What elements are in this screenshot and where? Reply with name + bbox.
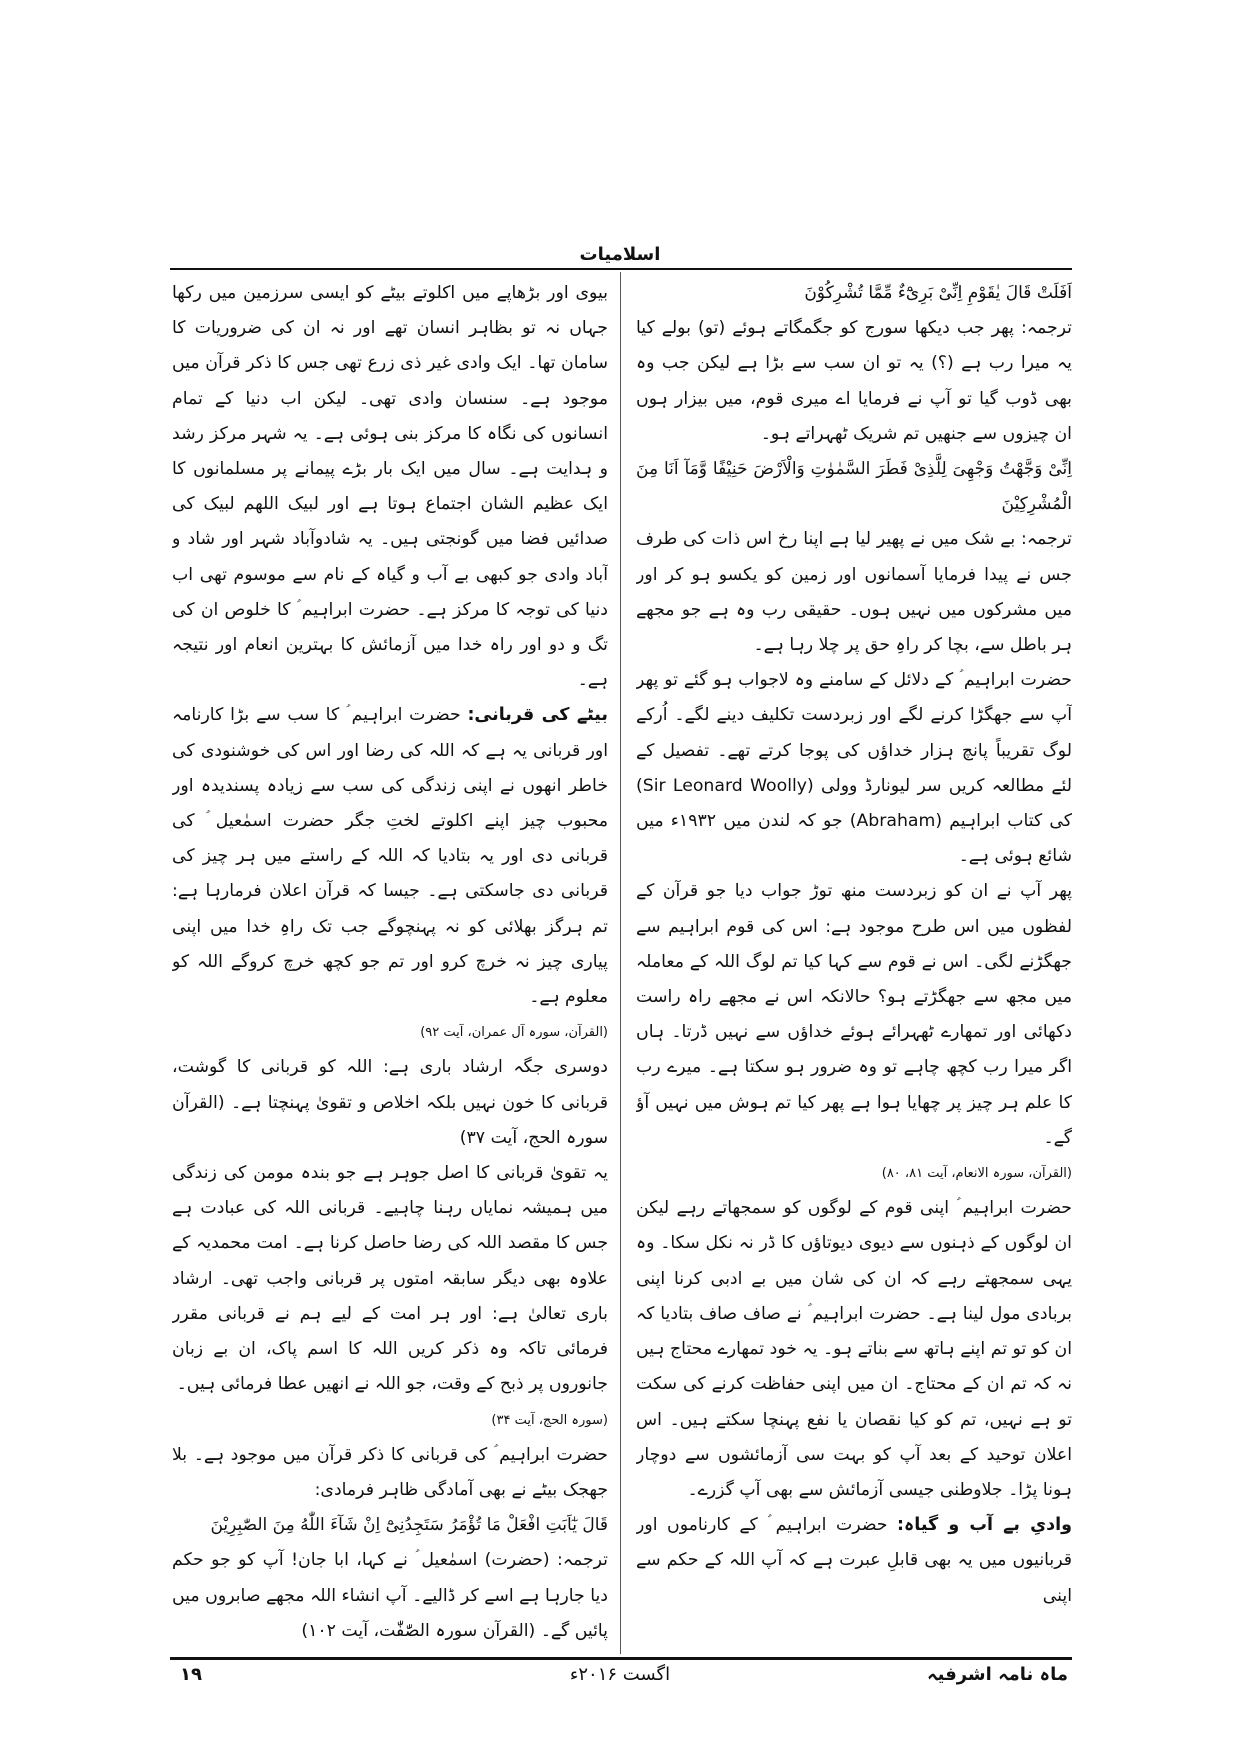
paragraph: ترجمہ: (حضرت) اسمٰعیل ؑ نے کہا، ابا جان! آپ کو جو حکم دیا جارہا ہے اسے کر ڈالیے۔ آپ انشاء اللہ مجھے صابروں میں پائیں گے۔ (القرآن سورہ الصّٰفّٰت، آیت ۱۰۲): [172, 1550, 608, 1641]
paragraph: [636, 1508, 1072, 1614]
paragraph: دوسری جگہ ارشاد باری ہے: اللہ کو قربانی کا گوشت، قربانی کا خون نہیں بلکہ اخلاص و تقویٰ پہنچتا ہے۔ (القرآن سورہ الحج، آیت ۳۷): [172, 1057, 608, 1148]
column-divider: [620, 272, 621, 1654]
paragraph: [172, 698, 608, 1015]
footer-rule: [170, 1657, 1072, 1660]
citation: (القرآن، سورہ الانعام، آیت ۸۱، ۸۰): [881, 1166, 1072, 1182]
paragraph: بیوی اور بڑھاپے میں اکلوتے بیٹے کو ایسی سرزمین میں رکھا جہاں نہ تو بظاہر انسان تھے اور نہ ان کی ضروریات کا سامان تھا۔ ایک وادی غیر ذی زرع تھی جس کا ذکر قرآن میں موجود ہے۔ سنسان وادی تھی۔ لیکن اب دنیا کے تمام انسانوں کی نگاہ کا مرکز بنی ہوئی ہے۔ یہ شہر مرکز رشد و ہدایت ہے۔ سال میں ایک بار بڑے پیمانے پر مسلمانوں کا ایک عظیم الشان اجتماع ہوتا ہے اور لبیک اللھم لبیک کی صدائیں فضا میں گونجتی ہیں۔ یہ شادوآباد شہر اور شاد و آباد وادی جو کبھی بے آب و گیاہ کے نام سے موسوم تھی اب دنیا کی توجہ کا مرکز ہے۔ حضرت ابراہیم ؑ کا خلوص ان کی تگ و دو اور راہ خدا میں آزمائش کا بہترین انعام اور نتیجہ ہے۔: [172, 283, 608, 691]
citation: (سورہ الحج، آیت ۳۴): [491, 1412, 608, 1428]
paragraph: ترجمہ: بے شک میں نے پھیر لیا ہے اپنا رخ اس ذات کی طرف جس نے پیدا فرمایا آسمانوں اور زمین کو یکسو ہو کر اور میں مشرکوں میں نہیں ہوں۔ حقیقی رب وہ ہے جو مجھے ہر باطل سے، بچا کر راہِ حق پر چلا رہا ہے۔: [636, 529, 1072, 656]
section-title: اسلامیات: [579, 244, 661, 265]
right-column: [636, 276, 1072, 1651]
page-number: ۱۹: [180, 1664, 202, 1685]
paragraph: ترجمہ: پھر جب دیکھا سورج کو جگمگاتے ہوئے (تو) بولے کیا یہ میرا رب ہے (؟) یہ تو ان سب سے بڑا ہے لیکن جب وہ بھی ڈوب گیا تو آپ نے فرمایا اے میری قوم، میں بیزار ہوں ان چیزوں سے جنھیں تم شریک ٹھہراتے ہو۔: [636, 318, 1072, 444]
issue-date: اگست ۲۰۱۶ء: [569, 1664, 671, 1685]
section-heading: وادیِ بے آب و گیاہ:: [897, 1515, 1072, 1536]
paragraph: پھر آپ نے ان کو زبردست منھ توڑ جواب دیا جو قرآن کے لفظوں میں اس طرح موجود ہے: اس کی قوم ابراہیم سے جھگڑنے لگی۔ اس نے قوم سے کہا کیا تم لوگ اللہ کے معاملہ میں مجھ سے جھگڑتے ہو؟ حالانکہ اس نے مجھے راہ راست دکھائی اور تمھارے ٹھہرائے ہوئے خداؤں سے نہیں ڈرتا۔ ہاں اگر میرا رب کچھ چاہے تو وہ ضرور ہو سکتا ہے۔ میرے رب کا علم ہر چیز پر چھایا ہوا ہے پھر کیا تم ہوش میں نہیں آؤ گے۔: [636, 881, 1072, 1148]
quran-verse: قَالَ یٰٓاَبَتِ افْعَلْ مَا تُؤْمَرُ سَتَجِدُنِیْٓ اِنْ شَآءَ اللّٰهُ مِنَ الصّٰبِرِیْنَ: [210, 1515, 608, 1536]
paragraph: یہ تقویٰ قربانی کا اصل جوہر ہے جو بندہ مومن کی زندگی میں ہمیشہ نمایاں رہنا چاہیے۔ قربانی اللہ کی عبادت ہے جس کا مقصد اللہ کی رضا حاصل کرنا ہے۔ امت محمدیہ کے علاوہ بھی دیگر سابقہ امتوں پر قربانی واجب تھی۔ ارشاد باری تعالیٰ ہے: اور ہر امت کے لیے ہم نے قربانی مقرر فرمائی تاکہ وہ ذکر کریں اللہ کا اسم پاک، ان بے زبان جانوروں پر ذبح کے وقت، جو اللہ نے انھیں عطا فرمائی ہیں۔: [172, 1163, 608, 1395]
quran-verse: اِنِّیْ وَجَّهْتُ وَجْهِیَ لِلَّذِیْ فَطَرَ السَّمٰوٰتِ وَالْاَرْضَ حَنِیْفًا وَّمَآ اَنَا مِنَ الْمُشْرِكِیْنَ: [636, 459, 1072, 515]
magazine-name: ماہ نامہ اشرفیہ: [927, 1664, 1068, 1685]
paragraph: حضرت ابراہیم ؑ کی قربانی کا ذکر قرآن میں موجود ہے۔ بلا جھجک بیٹے نے بھی آمادگی ظاہر فرمادی:: [172, 1444, 608, 1500]
header-rule: [170, 268, 1072, 270]
paragraph-text: حضرت ابراہیم ؑ کے کارناموں اور قربانیوں میں یہ بھی قابلِ عبرت ہے کہ آپ اللہ کے حکم سے اپنی: [636, 1515, 1072, 1606]
paragraph: حضرت ابراہیم ؑ اپنی قوم کے لوگوں کو سمجھاتے رہے لیکن ان لوگوں کے ذہنوں سے دیوی دیوتاؤں کا ڈر نہ نکل سکا۔ وہ یہی سمجھتے رہے کہ ان کی شان میں بے ادبی کرنا اپنی بربادی مول لینا ہے۔ حضرت ابراہیم ؑ نے صاف صاف بتادیا کہ ان کو تو تم اپنے ہاتھ سے بناتے ہو۔ یہ خود تمھارے محتاج ہیں نہ کہ تم ان کے محتاج۔ ان میں اپنی حفاظت کرنے کی سکت تو ہے نہیں، تم کو کیا نقصان یا نفع پہنچا سکتے ہیں۔ اس اعلان توحید کے بعد آپ کو بہت سی آزمائشوں سے دوچار ہونا پڑا۔ جلاوطنی جیسی آزمائش سے بھی آپ گزرے۔: [636, 1198, 1072, 1500]
left-column: [172, 276, 608, 1651]
quran-verse: اَفَلَتْ قَالَ یٰقَوْمِ اِنِّیْ بَرِیْٓءٌ مِّمَّا تُشْرِكُوْنَ: [804, 283, 1072, 303]
paragraph-text: حضرت ابراہیم ؑ کا سب سے بڑا کارنامہ اور قربانی یہ ہے کہ اللہ کی رضا اور اس کی خوشنودی کی خاطر انھوں نے اپنی زندگی کی سب سے زیادہ پسندیدہ اور محبوب چیز اپنے اکلوتے لختِ جگر حضرت اسمٰعیل ؑ کی قربانی دی اور یہ بتادیا کہ اللہ کے راستے میں ہر چیز کی قربانی دی جاسکتی ہے۔ جیسا کہ قرآن اعلان فرمارہا ہے: تم ہرگز بھلائی کو نہ پہنچوگے جب تک راہِ خدا میں اپنی پیاری چیز نہ خرچ کرو اور تم جو کچھ خرچ کروگے اللہ کو معلوم ہے۔: [172, 705, 608, 1008]
section-heading: بیٹے کی قربانی:: [467, 705, 608, 726]
citation: (القرآن، سورہ آل عمران، آیت ۹۲): [420, 1025, 608, 1041]
paragraph: حضرت ابراہیم ؑ کے دلائل کے سامنے وہ لاجواب ہو گئے تو پھر آپ سے جھگڑا کرنے لگے اور زبردست تکلیف دینے لگے۔ اُرکے لوگ تقریباً پانچ ہزار خداؤں کی پوجا کرتے تھے۔ تفصیل کے لئے مطالعہ کریں سر لیونارڈ وولی (Sir Leonard Woolly) کی کتاب ابراہیم (Abraham) جو کہ لندن میں ۱۹۳۲ء میں شائع ہوئی ہے۔: [636, 670, 1072, 867]
